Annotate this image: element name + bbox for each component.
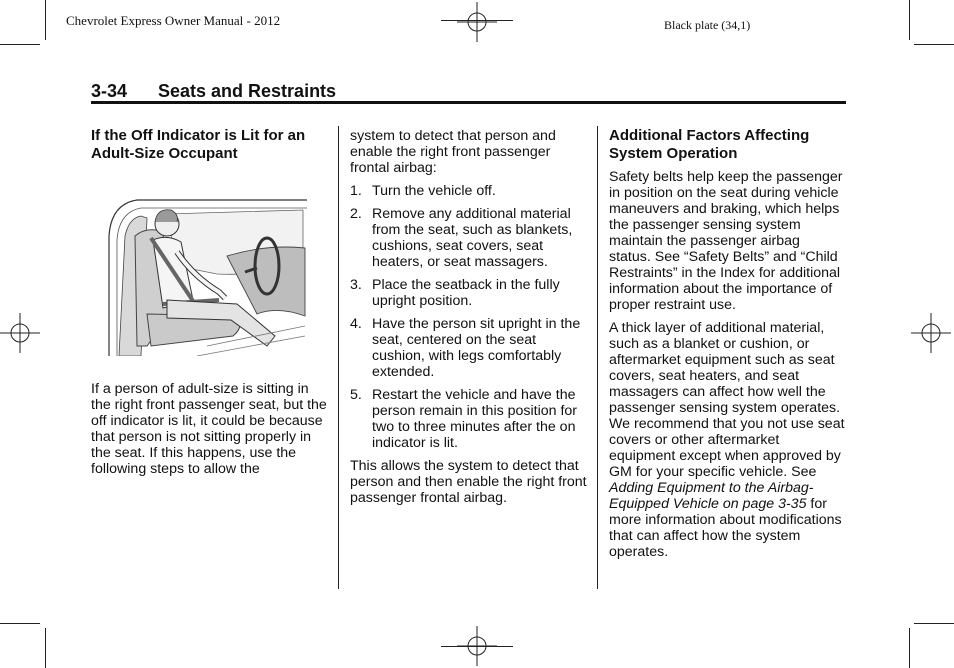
list-item: [350, 316, 590, 380]
seated-adult-passenger-illustration: [107, 196, 307, 356]
column-1-body: [91, 381, 327, 484]
section-heading: [91, 81, 336, 102]
step-text: Have the person sit upright in the seat, centered on the seat cushion, with legs comfortably extended.: [372, 316, 581, 380]
body-paragraph: [609, 320, 845, 560]
page-number: 3-34: [91, 81, 128, 101]
registration-mark-icon: [457, 2, 497, 42]
crop-mark: [0, 44, 40, 45]
list-item: [350, 206, 590, 270]
crop-mark: [441, 646, 513, 647]
body-paragraph: This allows the system to detect that person and then enable the right front passenger frontal airbag.: [350, 458, 587, 506]
registration-mark-icon: [0, 313, 40, 353]
column-1: [91, 127, 327, 169]
section-rule: [91, 101, 846, 104]
body-paragraph: system to detect that person and enable the right front passenger frontal airbag:: [350, 128, 556, 176]
subsection-heading: If the Off Indicator is Lit for an Adult-Size Occupant: [91, 127, 306, 162]
step-number: 3.: [350, 277, 362, 293]
step-number: 5.: [350, 387, 362, 403]
crop-mark: [0, 623, 40, 624]
list-item: [350, 387, 590, 451]
column-divider: [597, 126, 598, 589]
body-text: for more information about modifications that can affect how the system operates.: [609, 496, 842, 560]
step-number: 2.: [350, 206, 362, 222]
body-text: A thick layer of additional material, such as a blanket or cushion, or aftermarket equipment such as seat covers, seat heaters, and seat massagers can affect how well the passenger sensing system operates. We recommend that you not use seat covers or other aftermarket equipment except when approved by GM for your specific vehicle. See: [609, 320, 845, 480]
step-number: 4.: [350, 316, 362, 332]
step-text: Turn the vehicle off.: [372, 183, 496, 199]
section-title: Seats and Restraints: [158, 81, 337, 101]
list-item: [350, 277, 590, 309]
crop-mark: [914, 44, 954, 45]
cross-reference-link[interactable]: Adding Equipment to the Airbag-Equipped Vehicle on page 3-35: [609, 480, 814, 512]
crop-mark: [45, 628, 46, 668]
subsection-heading: Additional Factors Affecting System Operation: [609, 127, 810, 162]
column-3: [609, 127, 845, 567]
step-number: 1.: [350, 183, 362, 199]
column-2: [350, 128, 590, 513]
crop-mark: [45, 0, 46, 40]
body-paragraph: Safety belts help keep the passenger in position on the seat during vehicle maneuvers and braking, which helps the passenger sensing system maintain the passenger airbag status. See “Safety Belts” and “Child Restraints” in the Index for additional information about the importance of proper restraint use.: [609, 169, 843, 313]
step-text: Place the seatback in the fully upright position.: [372, 277, 560, 309]
step-text: Restart the vehicle and have the person remain in this position for two to three minutes after the on indicator is lit.: [372, 387, 578, 451]
step-list: [350, 183, 590, 451]
plate-label: Black plate (34,1): [664, 18, 751, 32]
registration-mark-icon: [911, 313, 951, 353]
manual-title: Chevrolet Express Owner Manual - 2012: [66, 13, 281, 28]
body-paragraph: If a person of adult-size is sitting in the right front passenger seat, but the off indicator is lit, it could be because that person is not sitting properly in the seat. If this happens, use the following steps to allow the: [91, 381, 327, 477]
column-divider: [338, 126, 339, 589]
crop-mark: [909, 0, 910, 40]
list-item: [350, 183, 590, 199]
crop-mark: [914, 623, 954, 624]
crop-mark: [909, 628, 910, 668]
step-text: Remove any additional material from the seat, such as blankets, cushions, seat covers, seat heaters, or seat massagers.: [372, 206, 573, 270]
crop-mark: [441, 20, 513, 21]
